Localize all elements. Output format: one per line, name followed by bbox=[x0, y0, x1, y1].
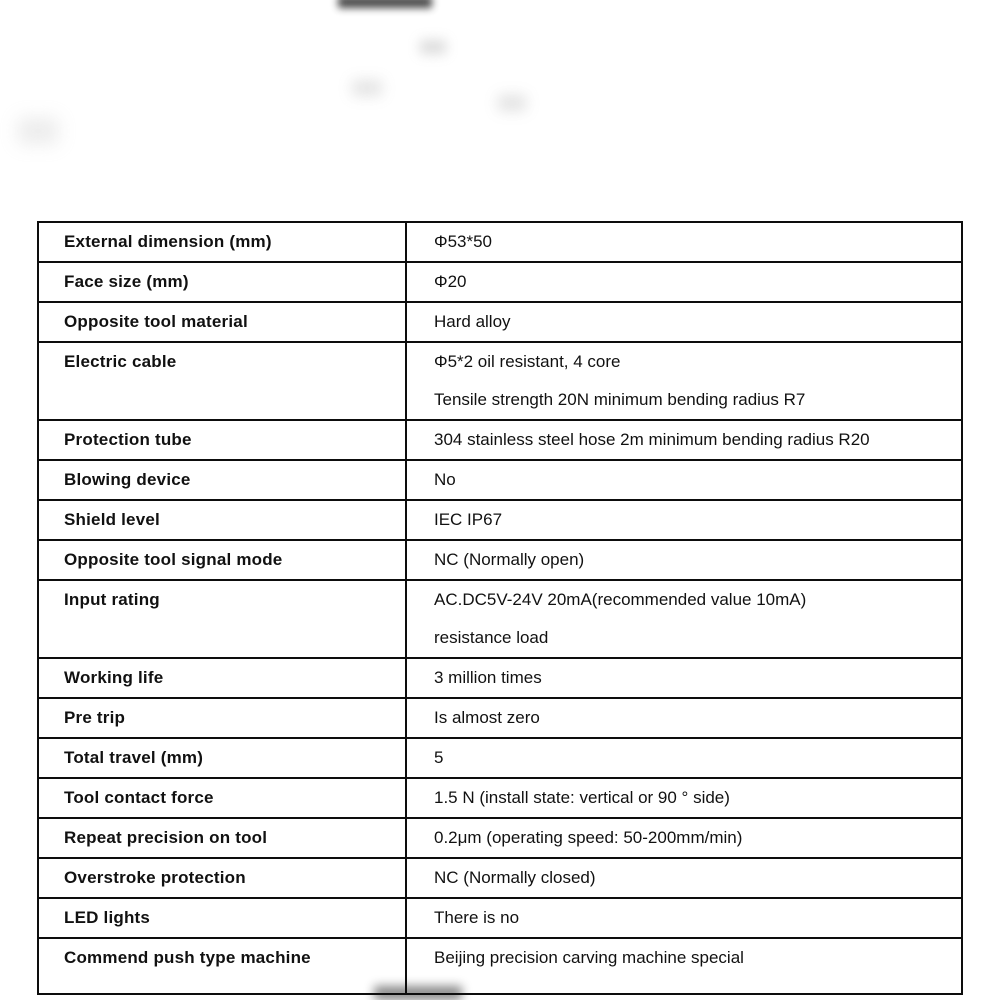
table-row bbox=[38, 460, 962, 500]
spec-label: Input rating bbox=[38, 580, 406, 658]
spec-label: Face size (mm) bbox=[38, 262, 406, 302]
table-row bbox=[38, 222, 962, 262]
spec-label: Commend push type machine bbox=[38, 938, 406, 994]
spec-value-line: Is almost zero bbox=[434, 708, 540, 727]
spec-value-line: No bbox=[434, 470, 456, 489]
table-row bbox=[38, 698, 962, 738]
spec-value-line: NC (Normally open) bbox=[434, 550, 585, 569]
table-row bbox=[38, 858, 962, 898]
spec-value-line: 304 stainless steel hose 2m minimum bending radius R20 bbox=[434, 430, 870, 449]
spec-value bbox=[406, 222, 962, 262]
spec-value-line: 5 bbox=[434, 748, 444, 767]
spec-value-line: IEC IP67 bbox=[434, 510, 503, 529]
table-row bbox=[38, 302, 962, 342]
faint-watermark-artifact bbox=[18, 118, 58, 144]
spec-table-body bbox=[38, 222, 962, 994]
table-row bbox=[38, 818, 962, 858]
spec-value bbox=[406, 898, 962, 938]
spec-value-line: NC (Normally closed) bbox=[434, 868, 596, 887]
table-row bbox=[38, 738, 962, 778]
spec-value-line: resistance load bbox=[434, 628, 549, 647]
spec-label: Total travel (mm) bbox=[38, 738, 406, 778]
spec-value bbox=[406, 540, 962, 580]
spec-value-line: Φ53*50 bbox=[434, 232, 492, 251]
table-row bbox=[38, 500, 962, 540]
spec-label: Tool contact force bbox=[38, 778, 406, 818]
spec-value-line: AC.DC5V-24V 20mA(recommended value 10mA) bbox=[434, 590, 807, 609]
spec-label: Repeat precision on tool bbox=[38, 818, 406, 858]
spec-label: Working life bbox=[38, 658, 406, 698]
spec-value-line: Beijing precision carving machine special bbox=[434, 948, 744, 967]
spec-value bbox=[406, 818, 962, 858]
spec-value bbox=[406, 342, 962, 420]
table-row bbox=[38, 658, 962, 698]
specification-table bbox=[37, 221, 963, 995]
table-row bbox=[38, 938, 962, 994]
spec-value bbox=[406, 420, 962, 460]
table-row bbox=[38, 420, 962, 460]
spec-label: LED lights bbox=[38, 898, 406, 938]
spec-value bbox=[406, 580, 962, 658]
spec-value-line: 0.2μm (operating speed: 50-200mm/min) bbox=[434, 828, 743, 847]
spec-value-line: There is no bbox=[434, 908, 520, 927]
spec-value bbox=[406, 698, 962, 738]
spec-value-line: Tensile strength 20N minimum bending radius R7 bbox=[434, 390, 806, 409]
spec-value-line: 3 million times bbox=[434, 668, 542, 687]
faint-watermark-artifact bbox=[420, 40, 446, 54]
table-row bbox=[38, 898, 962, 938]
faint-watermark-artifact bbox=[352, 80, 382, 96]
spec-value bbox=[406, 500, 962, 540]
spec-value bbox=[406, 460, 962, 500]
table-row bbox=[38, 580, 962, 658]
spec-value bbox=[406, 738, 962, 778]
blurred-artifact-top bbox=[338, 0, 432, 8]
spec-label: Electric cable bbox=[38, 342, 406, 420]
spec-value bbox=[406, 262, 962, 302]
spec-label: Pre trip bbox=[38, 698, 406, 738]
spec-label: Opposite tool signal mode bbox=[38, 540, 406, 580]
spec-value bbox=[406, 302, 962, 342]
spec-label: Opposite tool material bbox=[38, 302, 406, 342]
spec-value-line: 1.5 N (install state: vertical or 90 ° side) bbox=[434, 788, 730, 807]
table-row bbox=[38, 778, 962, 818]
table-row bbox=[38, 262, 962, 302]
table-row bbox=[38, 342, 962, 420]
spec-value-line: Hard alloy bbox=[434, 312, 511, 331]
spec-value-line: Φ20 bbox=[434, 272, 467, 291]
faint-watermark-artifact bbox=[498, 95, 526, 111]
spec-label: Overstroke protection bbox=[38, 858, 406, 898]
spec-value bbox=[406, 858, 962, 898]
spec-label: Protection tube bbox=[38, 420, 406, 460]
spec-value bbox=[406, 778, 962, 818]
spec-label: Blowing device bbox=[38, 460, 406, 500]
spec-value-line: Φ5*2 oil resistant, 4 core bbox=[434, 352, 621, 371]
table-row bbox=[38, 540, 962, 580]
spec-label: External dimension (mm) bbox=[38, 222, 406, 262]
spec-value bbox=[406, 658, 962, 698]
spec-label: Shield level bbox=[38, 500, 406, 540]
spec-value bbox=[406, 938, 962, 994]
